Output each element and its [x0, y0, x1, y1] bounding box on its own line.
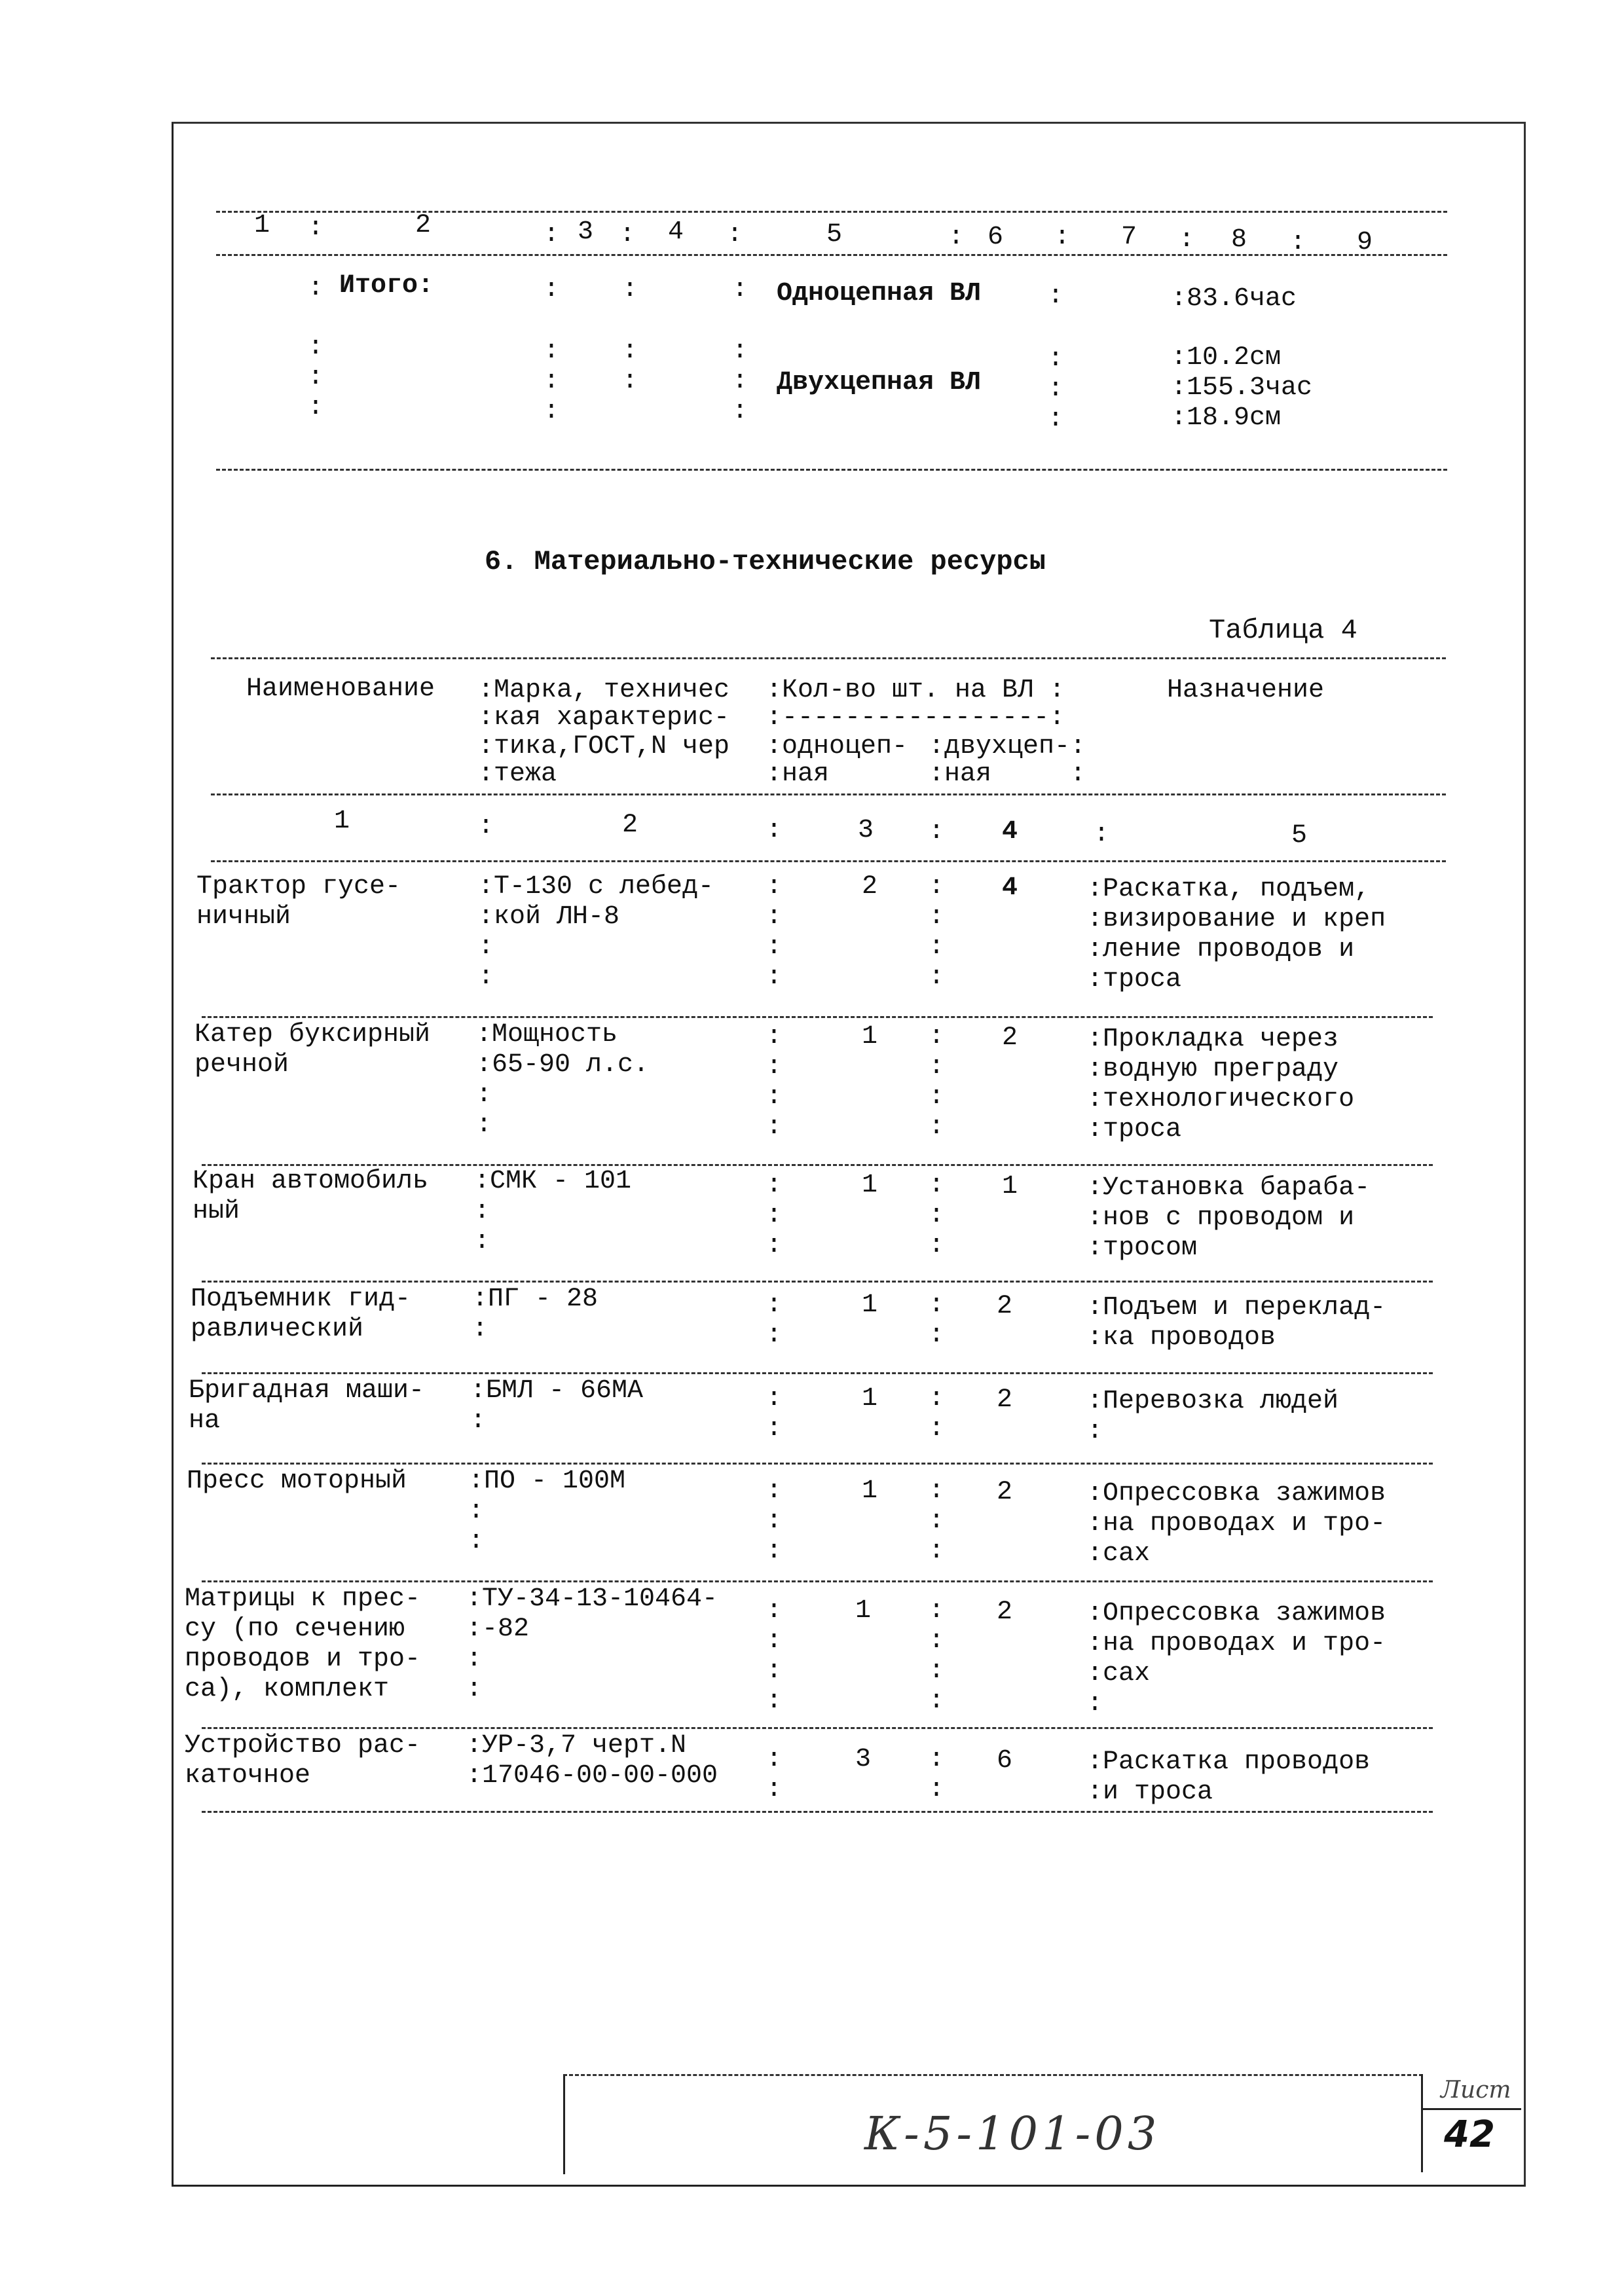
row-divider: [202, 1372, 1433, 1374]
header-cell: 6: [987, 223, 1004, 252]
row-name: речной: [194, 1050, 289, 1080]
row-colon: :: [766, 932, 783, 962]
header-cell: 1: [254, 211, 270, 240]
row-single-count: 1: [862, 1171, 878, 1200]
top-table-rule-mid: [216, 254, 1447, 256]
row-colon: :: [929, 1201, 945, 1230]
number-sep: :: [766, 816, 783, 845]
row-purpose: :нов с проводом и: [1087, 1203, 1355, 1233]
row-purpose: :на проводах и тро-: [1087, 1629, 1386, 1658]
row-name: каточное: [185, 1761, 311, 1791]
number-cell: 3: [858, 816, 874, 845]
row-double-count: 1: [1002, 1172, 1018, 1201]
row-mark: :: [478, 962, 494, 992]
row-colon: :: [766, 1022, 783, 1051]
row-colon: :: [766, 1384, 783, 1413]
number-sep: :: [1094, 820, 1110, 849]
sheet-number: 42: [1444, 2113, 1495, 2156]
row-colon: :: [766, 1290, 783, 1320]
section-title: 6. Материально-технические ресурсы: [485, 546, 1046, 577]
row-colon: :: [929, 1596, 945, 1626]
header-cell: 5: [826, 220, 843, 249]
row-colon: :: [929, 1082, 945, 1112]
row-colon: :: [766, 1321, 783, 1350]
row-colon: :: [766, 1082, 783, 1112]
row-colon: :: [766, 1231, 783, 1260]
row-mark: :: [466, 1645, 483, 1674]
row-colon: :: [766, 1414, 783, 1444]
row-single-count: 1: [862, 1476, 878, 1506]
row-mark: :кой ЛН-8: [478, 902, 620, 932]
resources-table-rule-top: [211, 657, 1446, 659]
row-colon: :: [929, 962, 945, 992]
row-divider: [202, 1016, 1433, 1018]
row-mark: :ПГ - 28: [472, 1285, 599, 1314]
header-cell: 4: [668, 217, 684, 247]
row-purpose: :троса: [1087, 1115, 1182, 1144]
page-frame: [172, 122, 1526, 2187]
row-purpose: :сах: [1087, 1659, 1151, 1688]
row-name: Подъемник гид-: [191, 1285, 411, 1314]
row-purpose: :Раскатка, подъем,: [1087, 875, 1371, 904]
header-sep: :: [619, 220, 636, 249]
row-purpose: :ление проводов и: [1087, 935, 1355, 964]
row-mark: :: [474, 1197, 490, 1226]
row-colon: :: [929, 1321, 945, 1350]
row-purpose: :Подъем и переклад-: [1087, 1293, 1386, 1322]
header-sep: :: [1290, 228, 1306, 257]
row-colon: :: [929, 1626, 945, 1656]
row-colon: :: [929, 1052, 945, 1082]
col-header-mark: :тежа: [478, 759, 557, 789]
row-colon: :: [929, 1384, 945, 1413]
col-header-quantity: :Кол-во шт. на ВЛ :: [766, 676, 1065, 705]
row-name: Пресс моторный: [187, 1467, 407, 1496]
row-mark: :65-90 л.с.: [476, 1050, 650, 1080]
header-sep: :: [727, 220, 743, 249]
row-colon: :: [766, 1626, 783, 1656]
row-mark: :: [478, 932, 494, 962]
row-name: Кран автомобиль: [193, 1167, 429, 1196]
row-divider: [202, 1463, 1433, 1465]
row-purpose: :Установка бараба-: [1087, 1173, 1371, 1203]
row-divider: [202, 1811, 1433, 1813]
table-caption: Таблица 4: [1209, 615, 1357, 646]
row-colon: :: [766, 872, 783, 902]
row-mark: :-82: [466, 1614, 530, 1644]
row-colon: :: [929, 1686, 945, 1716]
top-table-colons: : : :: [544, 275, 748, 304]
row-purpose: :сах: [1087, 1539, 1151, 1569]
row-colon: :: [929, 1112, 945, 1142]
row-name: Матрицы к прес-: [185, 1584, 421, 1614]
row-colon: :: [766, 1506, 783, 1536]
row-mark: :УР-3,7 черт.N: [466, 1731, 687, 1760]
row-mark: :: [472, 1315, 489, 1344]
row-name: Устройство рас-: [185, 1731, 421, 1760]
row-mark: :: [476, 1110, 492, 1140]
row-purpose: :Прокладка через: [1087, 1025, 1339, 1054]
row-mark: :: [474, 1227, 490, 1256]
row-colon: :: [929, 1414, 945, 1444]
row-single-count: 1: [862, 1290, 878, 1320]
row-colon: :: [929, 1231, 945, 1260]
number-sep: :: [478, 812, 494, 841]
row-purpose: :тросом: [1087, 1233, 1198, 1263]
row-mark: :: [466, 1675, 483, 1704]
row-colon: :: [929, 1476, 945, 1506]
document-code: К-5-101-03: [864, 2107, 1161, 2160]
row-purpose: :Опрессовка зажимов: [1087, 1599, 1386, 1628]
row-divider: [202, 1281, 1433, 1283]
row-mark: :: [468, 1527, 485, 1556]
row-colon: :: [929, 1171, 945, 1200]
row-single-count: 1: [855, 1596, 872, 1626]
row-colon: :: [929, 1537, 945, 1566]
row-name: ный: [193, 1197, 240, 1226]
row-purpose: :Опрессовка зажимов: [1087, 1479, 1386, 1508]
row-purpose: :: [1087, 1417, 1103, 1446]
header-cell: 3: [578, 217, 594, 247]
top-table-colon: :: [1048, 282, 1064, 311]
number-cell: 2: [622, 811, 638, 840]
row-mark: :17046-00-00-000: [466, 1761, 718, 1791]
row-single-count: 1: [862, 1384, 878, 1413]
col-header-mark: :Марка, техничес: [478, 676, 730, 705]
row-name: ничный: [196, 902, 291, 932]
row-single-count: 1: [862, 1022, 878, 1051]
row-purpose: :технологического: [1087, 1085, 1355, 1114]
row-purpose: :визирование и креп: [1087, 905, 1386, 934]
row-name: на: [189, 1406, 221, 1436]
row-purpose: :Перевозка людей: [1087, 1387, 1339, 1416]
row-colon: :: [929, 932, 945, 962]
row-single-count: 2: [862, 872, 878, 902]
row-double-count: 2: [997, 1385, 1013, 1415]
row-colon: :: [929, 872, 945, 902]
total-shifts-single: :10.2см: [1171, 343, 1282, 373]
row-name: са), комплект: [185, 1675, 390, 1704]
col-header-single: :одноцеп-: [766, 732, 908, 761]
row-divider: [202, 1580, 1433, 1582]
row-colon: :: [766, 962, 783, 992]
top-table-colons-col: : : :: [308, 333, 324, 422]
row-colon: :: [766, 1112, 783, 1142]
row-colon: :: [929, 1290, 945, 1320]
row-colon: :: [929, 1656, 945, 1686]
total-hours-single: :83.6час: [1171, 284, 1297, 314]
row-single-count: 3: [855, 1745, 872, 1774]
header-sep: :: [1054, 223, 1071, 252]
resources-table-rule-numbers: [211, 860, 1446, 862]
row-mark: :СМК - 101: [474, 1167, 632, 1196]
row-mark: :БМЛ - 66МА: [470, 1376, 644, 1406]
row-divider: [202, 1727, 1433, 1729]
row-colon: :: [766, 1656, 783, 1686]
row-purpose: :Раскатка проводов: [1087, 1747, 1371, 1777]
row-mark: :: [476, 1080, 492, 1110]
row-purpose: :: [1087, 1689, 1103, 1719]
row-double-count: 4: [1002, 873, 1018, 903]
number-sep: :: [929, 817, 945, 847]
row-divider: [202, 1164, 1433, 1166]
top-table-rule-bottom: [216, 469, 1447, 471]
row-double-count: 2: [997, 1478, 1013, 1507]
row-double-count: 2: [997, 1597, 1013, 1627]
col-header-single: :ная: [766, 759, 830, 789]
row-purpose: :ка проводов: [1087, 1323, 1276, 1353]
col-header-purpose: Назначение: [1167, 676, 1325, 705]
row-colon: :: [929, 902, 945, 932]
top-table-rule-top: [216, 211, 1447, 213]
number-cell: 4: [1002, 817, 1018, 847]
number-cell: 5: [1291, 821, 1308, 850]
header-cell: 2: [415, 211, 432, 240]
row-colon: :: [766, 1052, 783, 1082]
single-circuit-label: Одноцепная ВЛ: [777, 279, 982, 308]
row-purpose: :водную преграду: [1087, 1055, 1339, 1084]
header-cell: 8: [1231, 225, 1247, 255]
resources-table-rule-header: [211, 793, 1446, 795]
row-name: Трактор гусе-: [196, 872, 401, 902]
number-cell: 1: [334, 807, 350, 836]
col-header-mark: :тика,ГОСТ,N чер: [478, 732, 730, 761]
row-colon: :: [766, 1596, 783, 1626]
row-colon: :: [766, 1686, 783, 1716]
row-colon: :: [929, 1506, 945, 1536]
row-colon: :: [766, 1201, 783, 1230]
row-colon: :: [766, 1171, 783, 1200]
row-purpose: :троса: [1087, 965, 1182, 994]
sheet-box-divider: [1423, 2108, 1521, 2110]
row-purpose: :на проводах и тро-: [1087, 1509, 1386, 1539]
header-sep: :: [1179, 225, 1195, 255]
header-cell: 9: [1357, 228, 1373, 257]
row-colon: :: [766, 1537, 783, 1566]
row-mark: :ТУ-34-13-10464-: [466, 1584, 718, 1614]
total-label: Итого:: [339, 271, 434, 301]
row-name: су (по сечению: [185, 1614, 405, 1644]
row-double-count: 2: [1002, 1023, 1018, 1053]
row-double-count: 6: [997, 1746, 1013, 1776]
header-sep: :: [544, 220, 560, 249]
col-header-mark: :кая характерис-: [478, 703, 730, 733]
top-table-colons-col: : : :: [1048, 344, 1064, 434]
row-name: Бригадная маши-: [189, 1376, 425, 1406]
row-name: проводов и тро-: [185, 1645, 421, 1674]
row-colon: :: [929, 1775, 945, 1804]
double-circuit-label: Двухцепная ВЛ: [777, 368, 982, 397]
row-mark: :ПО - 100М: [468, 1467, 626, 1496]
col-header-double: :двухцеп-:: [929, 732, 1086, 761]
row-name: Катер буксирный: [194, 1020, 431, 1049]
row-colon: :: [766, 1476, 783, 1506]
header-sep: :: [948, 223, 965, 252]
header-cell: 7: [1121, 223, 1137, 252]
row-colon: :: [766, 1775, 783, 1804]
col-header-quantity: :-----------------:: [766, 703, 1065, 733]
top-table-left-colons: :: [308, 274, 324, 303]
row-colon: :: [766, 902, 783, 932]
total-hours-double: :155.3час: [1171, 373, 1313, 403]
row-colon: :: [929, 1022, 945, 1051]
total-shifts-double: :18.9см: [1171, 403, 1282, 433]
row-mark: :Т-130 с лебед-: [478, 872, 714, 902]
row-colon: :: [766, 1745, 783, 1774]
sheet-label: Лист: [1441, 2077, 1511, 2104]
top-table-colons-col: : : : : : : : :: [544, 337, 748, 426]
row-mark: :: [470, 1406, 487, 1436]
header-sep: :: [308, 213, 324, 243]
row-double-count: 2: [997, 1292, 1013, 1321]
row-mark: :: [468, 1497, 485, 1526]
col-header-double: :ная :: [929, 759, 1086, 789]
row-name: равлический: [191, 1315, 364, 1344]
col-header-name: Наименование: [246, 674, 435, 704]
row-purpose: :и троса: [1087, 1777, 1213, 1807]
row-mark: :Мощность: [476, 1020, 618, 1049]
row-colon: :: [929, 1745, 945, 1774]
